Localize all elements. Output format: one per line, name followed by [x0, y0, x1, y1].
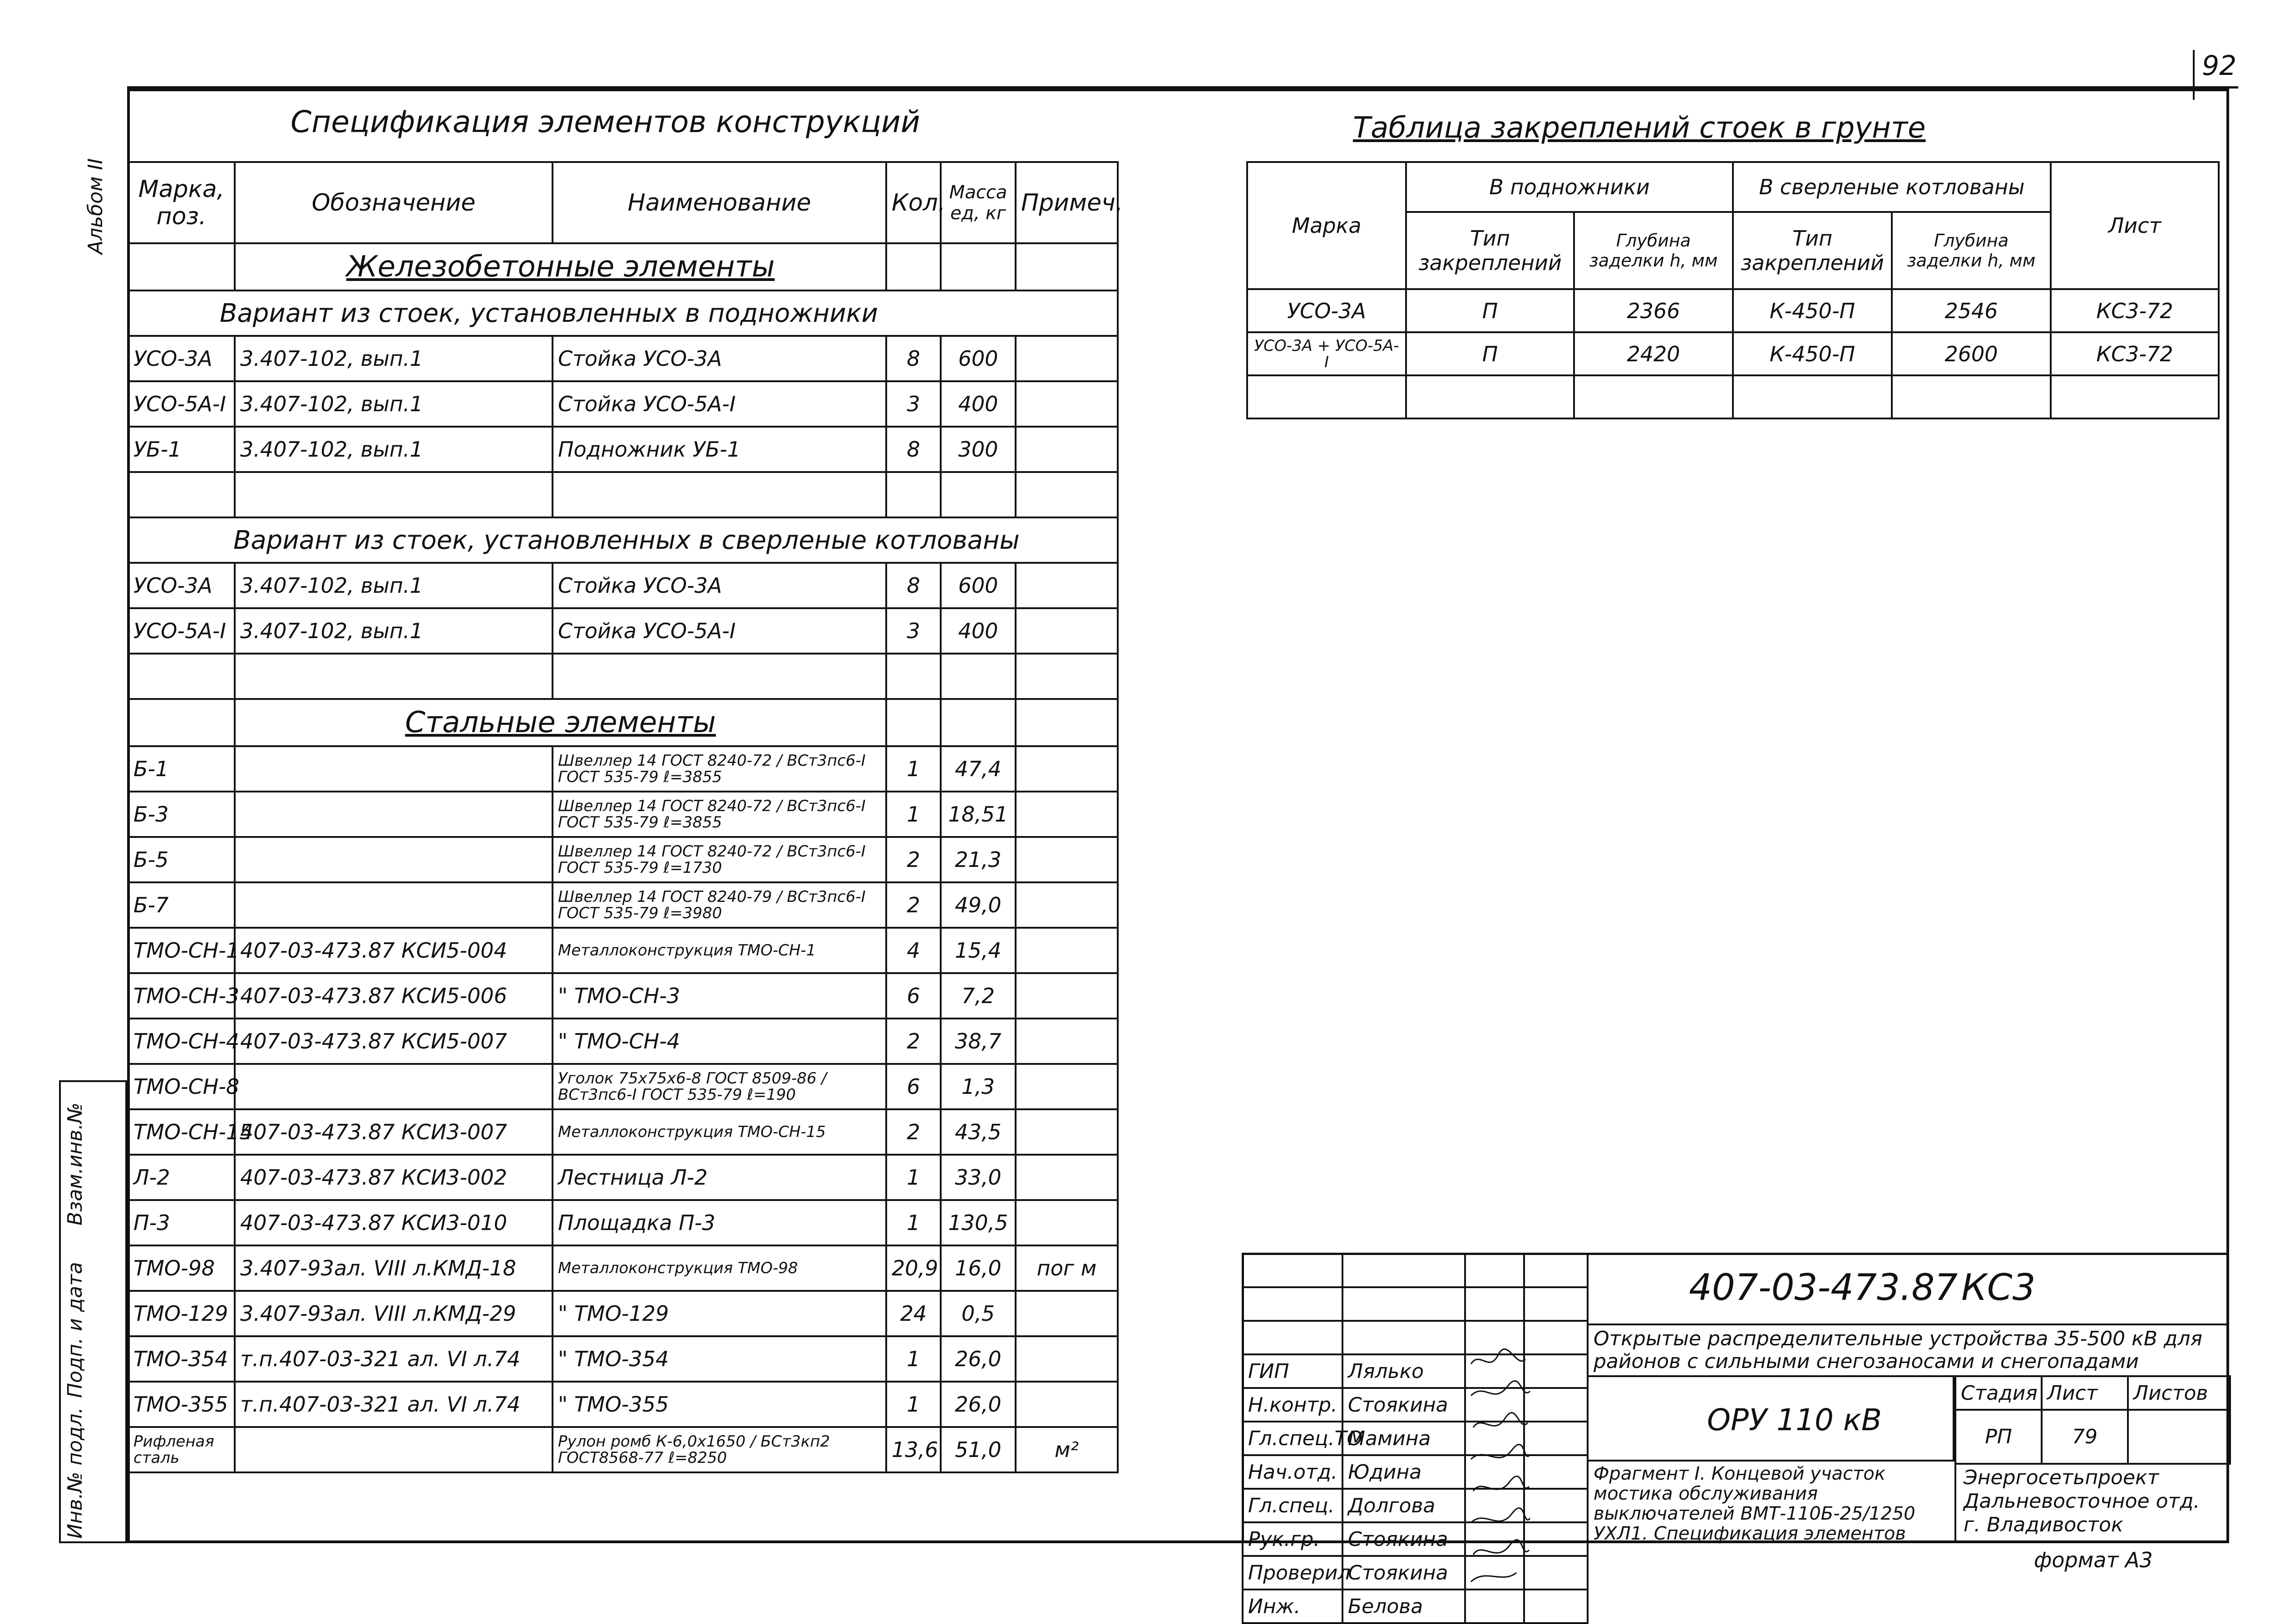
signature-scribbles	[1466, 1346, 1535, 1586]
anchor-header-group2: В сверленые котлованы	[1733, 162, 2051, 212]
format-label: формат А3	[2034, 1548, 2153, 1572]
table-row: Б-1 Швеллер 14 ГОСТ 8240-72 / ВСт3пс6-I ГОСТ 535-79 ℓ=3855 1 47,4	[128, 746, 1118, 792]
table-row: ТМО-129 3.407-93ал. VIII л.КМД-29 " ТМО-129 24 0,5	[128, 1291, 1118, 1336]
stamp-person-row: Рук.гр. Стоякина	[1243, 1522, 1588, 1556]
anchor-col-type: Тип закреплений	[1733, 212, 1892, 289]
sheet-value: 79	[2042, 1410, 2128, 1464]
signature	[1465, 1590, 1524, 1623]
table-row: ТМО-СН-4 407-03-473.87 КСИ5-007 " ТМО-СН-4 2 38,7	[128, 1019, 1118, 1064]
project-title: Открытые распределительные устройства 35-500 кВ для районов с сильными снегозаносами и снегопадами	[1594, 1327, 2202, 1373]
page-number: 92	[2202, 50, 2237, 82]
spec-title: Спецификация элементов конструкций	[291, 104, 920, 139]
sheet-description: Фрагмент I. Концевой участок мостика обслуживания выключателей ВМТ-110Б-25/1250 УХЛ1. Спецификация элементов	[1594, 1463, 1915, 1544]
table-row: Б-3 Швеллер 14 ГОСТ 8240-72 / ВСт3пс6-I ГОСТ 535-79 ℓ=3855 1 18,51	[128, 792, 1118, 837]
stamp-person-row: Нач.отд. Юдина	[1243, 1455, 1588, 1489]
stamp-person-row: Проверил Стоякина	[1243, 1556, 1588, 1590]
table-row: УСО-3А П 2366 К-450-П 2546 КС3-72	[1247, 289, 2219, 332]
stamp-person-row: Н.контр. Стоякина	[1243, 1388, 1588, 1422]
anchor-col-depth: Глубина заделки h, мм	[1574, 212, 1733, 289]
anchor-title: Таблица закреплений стоек в грунте	[1353, 111, 1926, 145]
anchor-header-sheet: Лист	[2051, 162, 2219, 289]
section-title-steel: Стальные элементы	[235, 699, 886, 746]
sheet-label: Лист	[2042, 1376, 2128, 1410]
stage-value: РП	[1955, 1410, 2042, 1464]
table-row: УСО-3А 3.407-102, вып.1 Стойка УСО-3А 8 600	[128, 336, 1118, 381]
section-title-concrete: Железобетонные элементы	[235, 243, 886, 290]
header-qty: Кол.	[886, 162, 941, 243]
table-row: ТМО-СН-3 407-03-473.87 КСИ5-006 " ТМО-СН-3 6 7,2	[128, 973, 1118, 1019]
table-row: ТМО-СН-15 407-03-473.87 КСИ3-007 Металлоконструкция ТМО-СН-15 2 43,5	[128, 1109, 1118, 1155]
table-row: УСО-3А + УСО-5А-I П 2420 К-450-П 2600 КС3-72	[1247, 332, 2219, 375]
stamp-person-row: Инж. Белова	[1243, 1590, 1588, 1623]
anchor-table	[1246, 161, 2220, 419]
header-note: Примеч.	[1016, 162, 1118, 243]
table-row: ТМО-355 т.п.407-03-321 ал. VI л.74 " ТМО-355 1 26,0	[128, 1382, 1118, 1427]
subsection-title: Вариант из стоек, установленных в подножники	[128, 290, 1118, 336]
album-label: Альбом II	[84, 158, 107, 254]
document-code: 407-03-473.87	[1689, 1266, 1958, 1309]
object-name: ОРУ 110 кВ	[1707, 1403, 1882, 1437]
table-row: УБ-1 3.407-102, вып.1 Подножник УБ-1 8 300	[128, 427, 1118, 472]
header-designation: Обозначение	[235, 162, 553, 243]
anchor-header-group1: В подножники	[1406, 162, 1733, 212]
organization: Энергосетьпроект Дальневосточное отд. г. Владивосток	[1964, 1466, 2200, 1536]
table-row: ТМО-СН-8 Уголок 75х75х6-8 ГОСТ 8509-86 / ВСт3пс6-I ГОСТ 535-79 ℓ=190 6 1,3	[128, 1064, 1118, 1109]
margin-label-inv: Инв.№ подл.	[64, 1407, 87, 1539]
table-row: УСО-3А 3.407-102, вып.1 Стойка УСО-3А 8 600	[128, 563, 1118, 608]
table-row: Б-5 Швеллер 14 ГОСТ 8240-72 / ВСт3пс6-I ГОСТ 535-79 ℓ=1730 2 21,3	[128, 837, 1118, 882]
table-row: Б-7 Швеллер 14 ГОСТ 8240-79 / ВСт3пс6-I ГОСТ 535-79 ℓ=3980 2 49,0	[128, 882, 1118, 928]
stage-label: Стадия	[1955, 1376, 2042, 1410]
anchor-header-mark: Марка	[1247, 162, 1406, 289]
anchor-col-type: Тип закреплений	[1406, 212, 1574, 289]
header-mass: Масса ед, кг	[941, 162, 1016, 243]
stamp-person-row: Гл.спец. Долгова	[1243, 1489, 1588, 1522]
subsection-title: Вариант из стоек, установленных в сверленые котлованы	[128, 517, 1118, 563]
anchor-col-depth: Глубина заделки h, мм	[1892, 212, 2051, 289]
table-row: УСО-5А-I 3.407-102, вып.1 Стойка УСО-5А-I 3 400	[128, 608, 1118, 654]
margin-label-replace: Взам.инв.№	[64, 1102, 87, 1225]
sheets-label: Листов	[2128, 1376, 2230, 1410]
spec-table	[127, 161, 1123, 1473]
table-row: ТМО-СН-1 407-03-473.87 КСИ5-004 Металлоконструкция ТМО-СН-1 4 15,4	[128, 928, 1118, 973]
stamp-people	[1242, 1253, 1589, 1624]
header-mark: Марка, поз.	[128, 162, 235, 243]
table-row: ТМО-98 3.407-93ал. VIII л.КМД-18 Металлоконструкция ТМО-98 20,9 16,0 пог м	[128, 1245, 1118, 1291]
stamp-person-row: Гл.спец.ТО Мамина	[1243, 1422, 1588, 1455]
stamp-stage-table	[1954, 1375, 2231, 1465]
table-row: ТМО-354 т.п.407-03-321 ал. VI л.74 " ТМО-354 1 26,0	[128, 1336, 1118, 1382]
table-row: Л-2 407-03-473.87 КСИ3-002 Лестница Л-2 1 33,0	[128, 1155, 1118, 1200]
margin-label-sign-date: Подп. и дата	[64, 1262, 87, 1398]
document-code-suffix: КС3	[1961, 1266, 2036, 1309]
table-row: УСО-5А-I 3.407-102, вып.1 Стойка УСО-5А-I 3 400	[128, 381, 1118, 427]
table-row: Рифленая сталь Рулон ромб К-6,0х1650 / БСт3кп2 ГОСТ8568-77 ℓ=8250 13,6 51,0 м²	[128, 1427, 1118, 1472]
table-row: П-3 407-03-473.87 КСИ3-010 Площадка П-3 1 130,5	[128, 1200, 1118, 1245]
header-name: Наименование	[553, 162, 886, 243]
stamp-person-row: ГИП Лялько	[1243, 1354, 1588, 1388]
spec-header-row	[128, 162, 1118, 243]
